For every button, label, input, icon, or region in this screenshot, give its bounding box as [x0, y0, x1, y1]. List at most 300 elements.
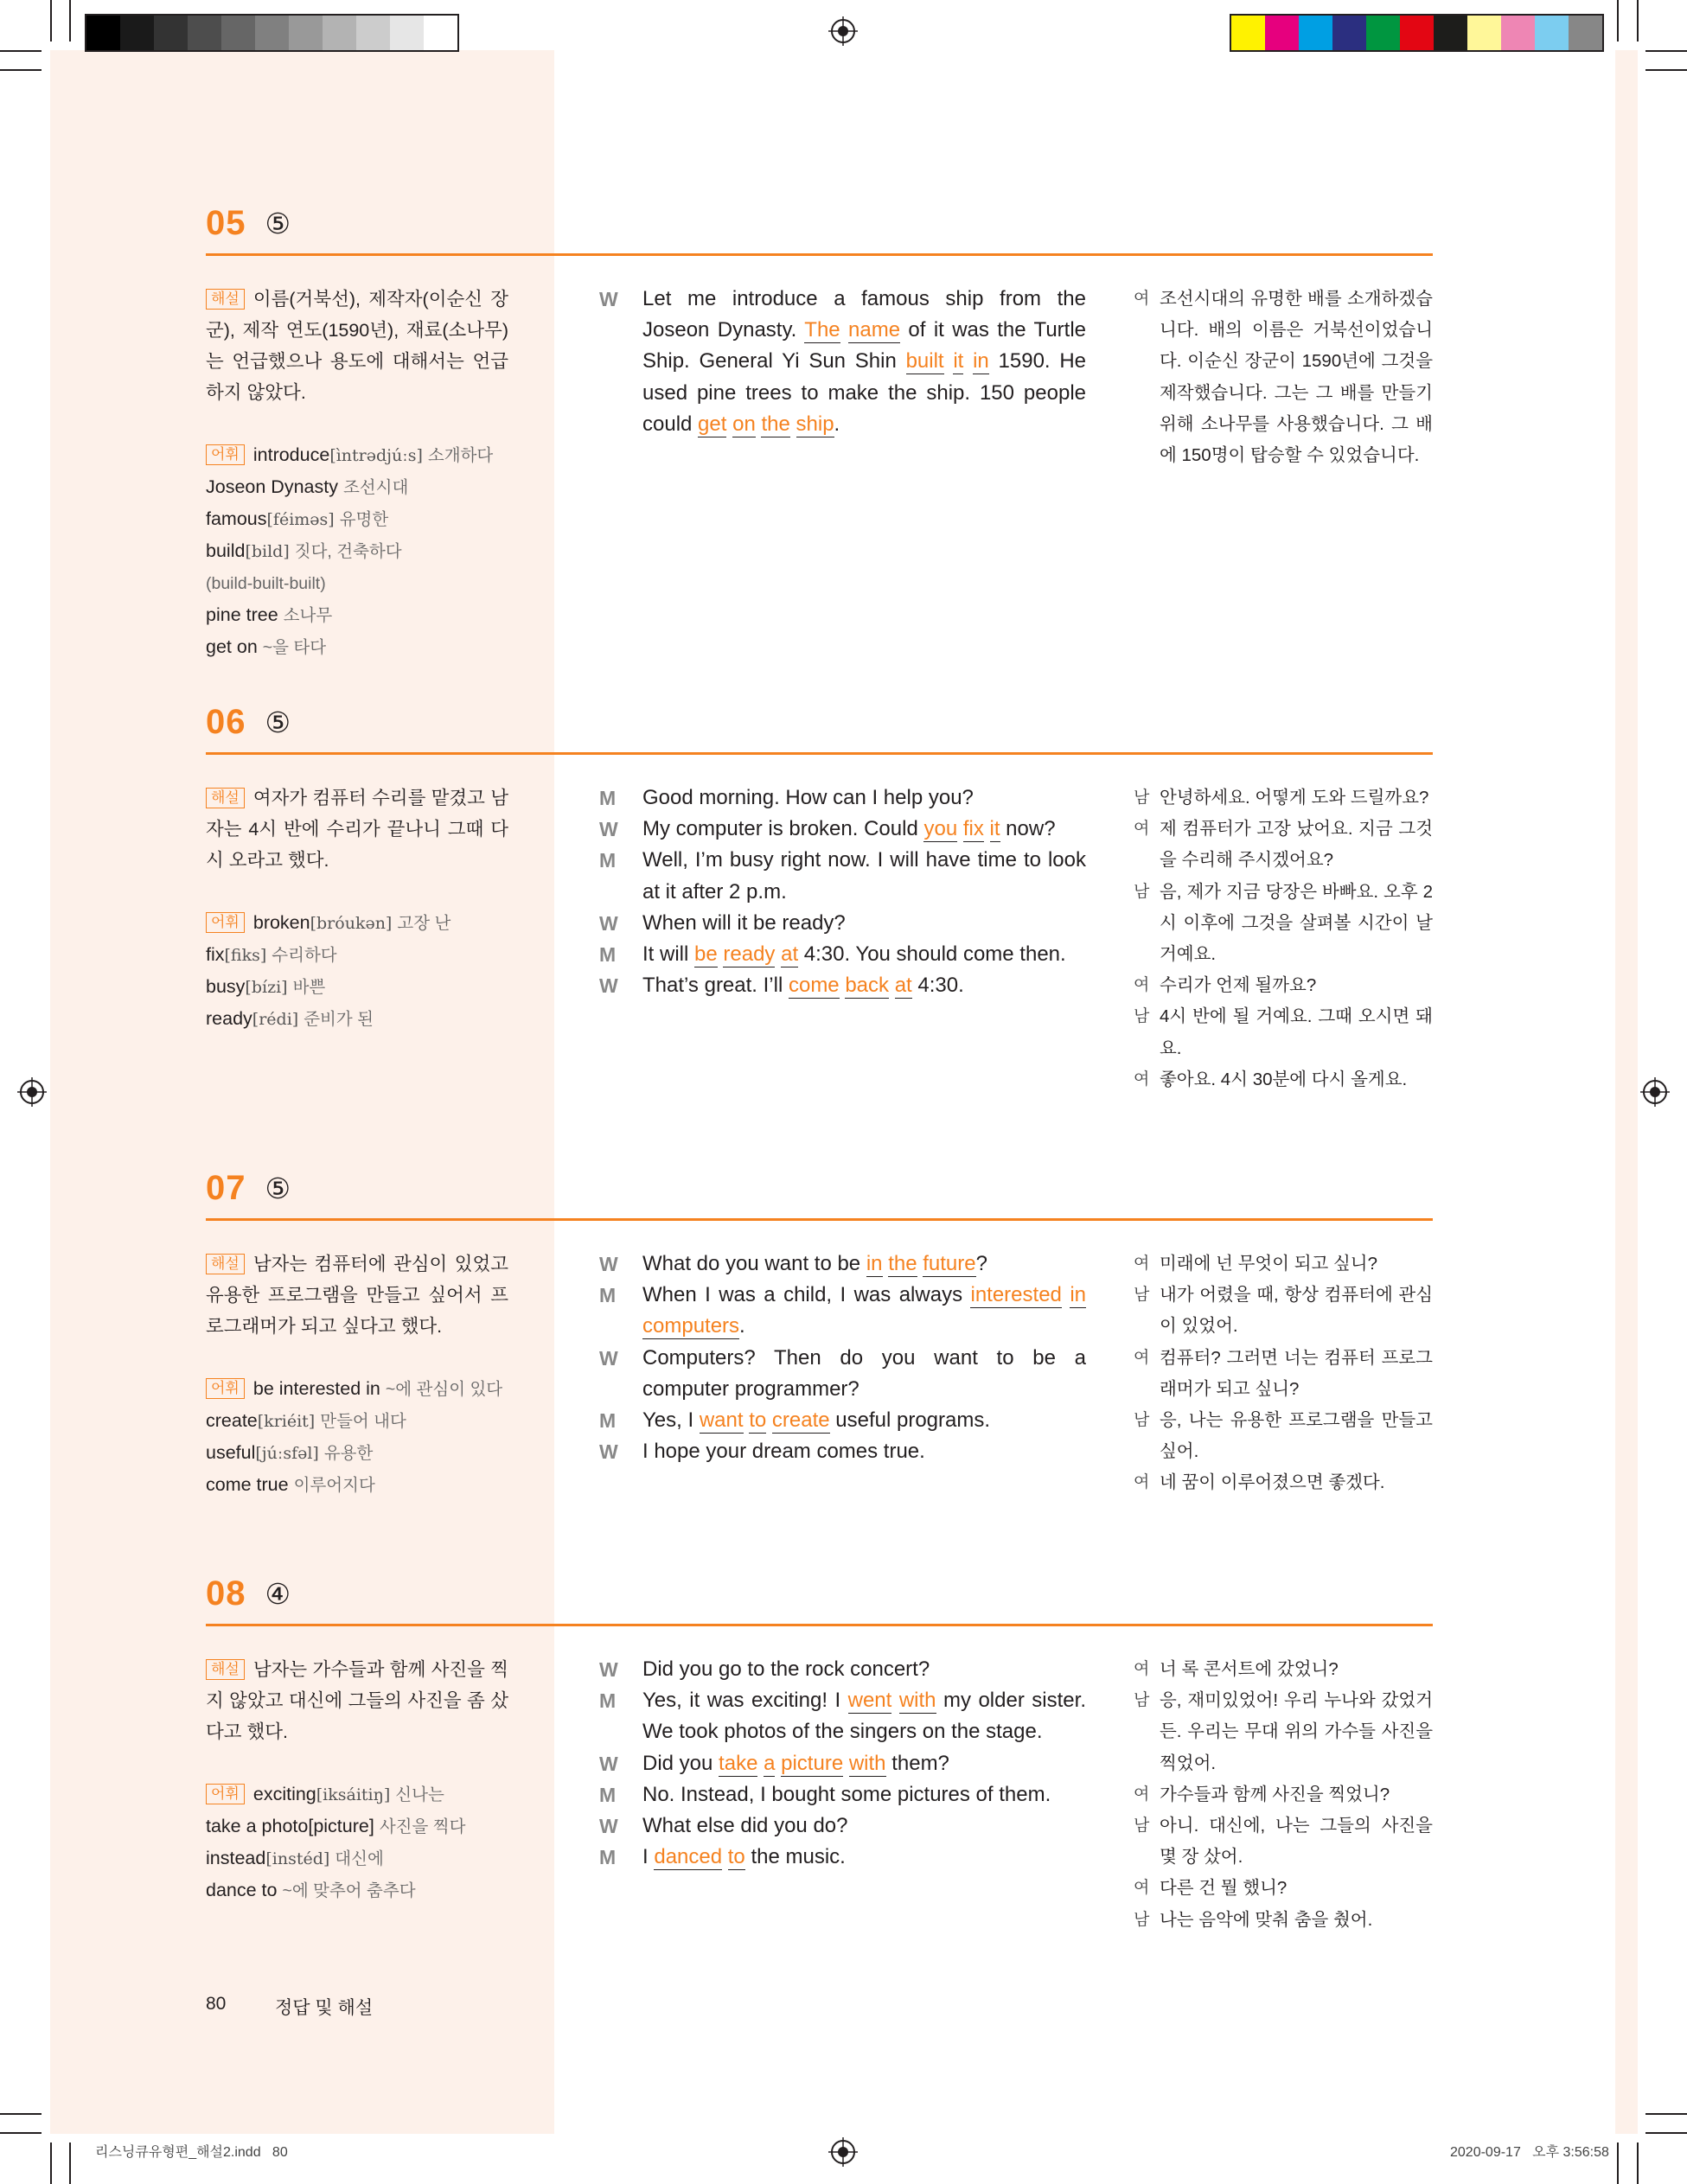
answer-blank: be: [694, 942, 718, 967]
script-text: Well, I’m busy right now. I will have time to look at it after 2 p.m.: [642, 848, 1086, 904]
crop-mark: [50, 0, 52, 42]
translation-line: [1134, 284, 1433, 471]
question-answer: ⑤: [265, 706, 291, 738]
translation-speaker: 남: [1134, 1817, 1150, 1836]
vocab-meaning: 조선시대: [342, 478, 409, 497]
color-swatch: [154, 16, 188, 50]
script-text: [790, 412, 796, 436]
vocab-meaning: ~에 관심이 있다: [385, 1380, 503, 1399]
script-text: Yes, it was exciting! I: [642, 1689, 848, 1713]
answer-blank: want: [699, 1408, 744, 1433]
script-line: [599, 1654, 1086, 1685]
vocab-meaning: 소개하다: [427, 446, 494, 465]
translation-line: [1134, 1001, 1433, 1063]
translation-text: 아니. 대신에, 나는 그들의 사진을 몇 장 샀어.: [1160, 1816, 1433, 1868]
answer-blank: the: [888, 1252, 917, 1275]
vocab-word: famous: [206, 508, 267, 529]
vocab-pronunciation: [féiməs]: [266, 510, 335, 529]
answer-blank: name: [848, 318, 901, 342]
explanation-badge: 해설: [206, 289, 245, 310]
dialogue-script: [599, 1248, 1086, 1467]
registration-mark-icon: [17, 1077, 47, 1107]
vocab-meaning: ~을 타다: [262, 638, 327, 657]
script-text: .: [739, 1314, 745, 1338]
slug-file-name: 리스닝큐유형편_해설2.indd 80: [95, 2145, 288, 2160]
right-edge-strip: [1615, 50, 1638, 2134]
color-swatch: [1569, 16, 1602, 50]
vocab-badge: 어휘: [206, 444, 245, 465]
script-line: [599, 782, 1086, 814]
crop-mark: [0, 69, 42, 71]
question-number: 07: [206, 1169, 246, 1207]
script-text: the music.: [744, 1845, 846, 1869]
explanation: [206, 1654, 508, 1747]
answer-blank: built: [905, 349, 944, 374]
vocab-word: get on: [206, 636, 258, 657]
vocab-word: be interested in: [252, 1378, 380, 1399]
script-line: [599, 1436, 1086, 1467]
color-swatch: [188, 16, 221, 50]
script-text: now?: [1000, 817, 1056, 841]
script-line: [599, 284, 1086, 440]
color-swatch: [1231, 16, 1265, 50]
vocab-pronunciation: [júːsfəl]: [255, 1444, 319, 1463]
translation-text: 응, 나는 유용한 프로그램을 만들고 싶어.: [1160, 1410, 1433, 1462]
script-text: I hope your dream comes true.: [642, 1440, 925, 1464]
script-line: [599, 1779, 1086, 1810]
answer-blank: ship: [796, 412, 834, 436]
vocab-word: fix: [206, 944, 225, 965]
vocab-word: introduce: [252, 444, 330, 465]
crop-mark: [50, 2142, 52, 2184]
vocab-item: [206, 471, 508, 503]
vocab-item: [206, 567, 508, 599]
speaker-label: W: [599, 1752, 618, 1775]
section-divider: [206, 1218, 1433, 1221]
color-swatch: [1265, 16, 1299, 50]
explanation-badge: 해설: [206, 1254, 245, 1274]
translation-text: 4시 반에 될 거예요. 그때 오시면 돼요.: [1160, 1006, 1433, 1058]
translation-line: [1134, 1467, 1433, 1498]
vocab-pronunciation: [fiks]: [224, 946, 267, 965]
question-number: 05: [206, 204, 246, 242]
color-swatch: [1366, 16, 1400, 50]
translation-speaker: 여: [1134, 1473, 1150, 1492]
speaker-label: M: [599, 849, 617, 872]
answer-blank: to: [727, 1845, 745, 1869]
vocab-badge: 어휘: [206, 1784, 245, 1804]
translation-text: 네 꿈이 이루어졌으면 좋겠다.: [1160, 1472, 1385, 1493]
answer-blank: fix: [962, 817, 984, 841]
script-line: [599, 939, 1086, 970]
vocab-item: [206, 1874, 508, 1906]
explanation-text: 남자는 가수들과 함께 사진을 찍지 않았고 대신에 그들의 사진을 좀 샀다고 했다.: [206, 1659, 508, 1742]
vocab-word: instead: [206, 1848, 266, 1868]
vocab-meaning: 짓다, 건축하다: [294, 542, 402, 561]
script-text: When I was a child, I was always: [642, 1283, 971, 1307]
vocab-item: [206, 1437, 508, 1469]
script-text: [889, 974, 895, 997]
answer-blank: The: [804, 318, 840, 342]
script-line: [599, 908, 1086, 939]
color-swatch: [1400, 16, 1434, 50]
translation-speaker: 남: [1134, 789, 1150, 807]
translation-text: 미래에 넌 무엇이 되고 싶니?: [1160, 1254, 1378, 1274]
translation-line: [1134, 1405, 1433, 1467]
translation-text: 수리가 언제 될까요?: [1160, 975, 1317, 996]
translation-speaker: 남: [1134, 882, 1150, 901]
speaker-label: W: [599, 1815, 618, 1838]
translation-text: 내가 어렸을 때, 항상 컴퓨터에 관심이 있었어.: [1160, 1285, 1433, 1337]
dialogue-script: [599, 782, 1086, 1001]
question-number: 06: [206, 703, 246, 741]
vocab-meaning: 유용한: [323, 1444, 374, 1463]
script-line: [599, 1842, 1086, 1873]
color-swatch: [86, 16, 120, 50]
answer-blank: it: [989, 817, 1000, 841]
vocab-meaning: 대신에: [335, 1849, 384, 1868]
vocab-meaning: 소나무: [283, 606, 333, 625]
vocab-item: [206, 439, 508, 471]
translation-column: [1134, 782, 1433, 1095]
script-text: Yes, I: [642, 1408, 700, 1433]
vocab-meaning: ~에 맞추어 춤추다: [282, 1881, 416, 1900]
script-line: [599, 970, 1086, 1001]
speaker-label: M: [599, 1284, 617, 1307]
translation-line: [1134, 814, 1433, 876]
vocab-word: take a photo[picture]: [206, 1816, 374, 1836]
vocab-word: pine tree: [206, 604, 278, 625]
script-line: [599, 1248, 1086, 1280]
translation-speaker: 남: [1134, 1411, 1150, 1430]
vocab-meaning: (build-built-built): [206, 574, 326, 593]
color-swatch: [255, 16, 289, 50]
answer-blank: get: [698, 412, 727, 436]
explanation-badge: 해설: [206, 1659, 245, 1680]
vocab-word: busy: [206, 976, 246, 997]
explanation-text: 여자가 컴퓨터 수리를 맡겼고 남자는 4시 반에 수리가 끝나니 그때 다시 오라고 했다.: [206, 788, 508, 871]
translation-column: [1134, 1654, 1433, 1936]
script-text: [766, 1408, 772, 1432]
translation-speaker: 여: [1134, 1255, 1150, 1273]
speaker-label: M: [599, 787, 617, 809]
vocab-word: Joseon Dynasty: [206, 476, 338, 497]
explanation-column: [206, 1248, 508, 1501]
script-text: of it was the Turtle Ship. General Yi Sun Shin: [642, 318, 1086, 374]
question-header: [206, 703, 291, 742]
vocab-pronunciation: [instéd]: [265, 1849, 330, 1868]
script-text: 1590. He used pine trees to make the ship. 150 people could: [642, 349, 1087, 436]
answer-blank: with: [848, 1751, 886, 1775]
vocab-item: [206, 971, 508, 1003]
script-text: them?: [885, 1751, 949, 1775]
translation-speaker: 여: [1134, 1785, 1150, 1804]
crop-mark: [1645, 2113, 1687, 2115]
translation-text: 나는 음악에 맞춰 춤을 췄어.: [1160, 1909, 1373, 1930]
answer-blank: create: [771, 1408, 830, 1433]
answer-blank: ready: [723, 942, 776, 967]
translation-text: 컴퓨터? 그러면 너는 컴퓨터 프로그래머가 되고 싶니?: [1160, 1347, 1433, 1399]
crop-mark: [0, 2132, 42, 2134]
dialogue-script: [599, 284, 1086, 440]
translation-line: [1134, 1064, 1433, 1095]
speaker-label: W: [599, 1253, 618, 1275]
answer-blank: to: [749, 1408, 767, 1433]
color-swatch: [1467, 16, 1501, 50]
registration-mark-icon: [828, 2137, 858, 2167]
translation-text: 조선시대의 유명한 배를 소개하겠습니다. 배의 이름은 거북선이었습니다. 이순신 장군이 1590년에 그것을 제작했습니다. 그는 그 배를 만들기 위해 소나무를 사용했습니다. 그 배에 150명이 탑승할 수 있었습니다.: [1160, 289, 1433, 466]
answer-blank: on: [732, 412, 756, 436]
vocab-item: [206, 1373, 508, 1405]
script-text: [984, 817, 990, 840]
vocabulary-list: [206, 1778, 508, 1906]
color-swatch: [1535, 16, 1569, 50]
translation-speaker: 여: [1134, 290, 1150, 308]
vocab-pronunciation: [bild]: [245, 542, 290, 561]
vocab-item: [206, 1810, 508, 1842]
speaker-label: W: [599, 1440, 618, 1464]
vocab-item: [206, 1842, 508, 1874]
vocab-item: [206, 939, 508, 971]
script-text: [840, 318, 848, 342]
explanation: [206, 782, 508, 876]
answer-blank: went: [847, 1689, 892, 1713]
vocabulary-list: [206, 907, 508, 1035]
translation-text: 너 록 콘서트에 갔었니?: [1160, 1659, 1339, 1679]
grayscale-color-bar: [85, 14, 459, 52]
vocab-word: broken: [252, 912, 310, 933]
vocab-item: [206, 1003, 508, 1035]
vocab-item: [206, 599, 508, 631]
crop-mark: [1617, 2142, 1619, 2184]
translation-text: 음, 제가 지금 당장은 바빠요. 오후 2시 이후에 그것을 살펴볼 시간이 날 거예요.: [1160, 881, 1433, 965]
translation-speaker: 여: [1134, 1879, 1150, 1898]
translation-text: 응, 재미있었어! 우리 누나와 갔었거든. 우리는 무대 위의 가수들 사진을 찍었어.: [1160, 1690, 1433, 1773]
explanation-column: [206, 782, 508, 1035]
vocab-pronunciation: [ìntrədjúːs]: [329, 446, 423, 465]
color-swatch: [424, 16, 457, 50]
speaker-label: W: [599, 974, 618, 998]
translation-speaker: 여: [1134, 820, 1150, 839]
crop-mark: [1617, 0, 1619, 42]
vocab-word: useful: [206, 1442, 256, 1463]
translation-line: [1134, 1779, 1433, 1810]
section-divider: [206, 253, 1433, 256]
color-swatch: [221, 16, 255, 50]
answer-blank: take: [719, 1751, 758, 1775]
vocab-word: come true: [206, 1474, 289, 1495]
translation-line: [1134, 1248, 1433, 1280]
page-number: 80: [206, 1994, 227, 2014]
script-line: [599, 1405, 1086, 1436]
color-swatch: [1299, 16, 1332, 50]
translation-column: [1134, 284, 1433, 471]
explanation: [206, 1248, 508, 1342]
translation-line: [1134, 970, 1433, 1001]
color-swatch: [289, 16, 323, 50]
answer-blank: danced: [654, 1845, 723, 1869]
vocab-pronunciation: [iksáitiŋ]: [316, 1785, 391, 1804]
script-text: my older sister. We took photos of the singers on the stage.: [642, 1689, 1086, 1744]
script-text: 4:30. You should come then.: [798, 942, 1066, 967]
script-text: Computers? Then do you want to be a computer programmer?: [642, 1345, 1086, 1401]
dialogue-script: [599, 1654, 1086, 1873]
answer-blank: a: [764, 1751, 776, 1775]
crop-mark: [1645, 69, 1687, 71]
crop-mark: [0, 50, 42, 52]
script-text: useful programs.: [829, 1408, 991, 1433]
script-text: Good morning. How can I help you?: [642, 786, 974, 809]
script-text: What else did you do?: [642, 1814, 848, 1838]
vocab-badge: 어휘: [206, 912, 245, 933]
speaker-label: W: [599, 1658, 618, 1681]
translation-speaker: 여: [1134, 1070, 1150, 1089]
color-swatch: [1434, 16, 1467, 50]
translation-line: [1134, 1280, 1433, 1342]
vocab-item: [206, 631, 508, 663]
translation-line: [1134, 1654, 1433, 1685]
script-text: What do you want to be: [642, 1252, 866, 1275]
speaker-label: M: [599, 1846, 617, 1869]
script-text: Did you: [642, 1751, 719, 1775]
crop-mark: [69, 0, 71, 42]
script-text: My computer is broken. Could: [642, 817, 924, 841]
translation-speaker: 남: [1134, 1691, 1150, 1710]
explanation: [206, 284, 508, 408]
speaker-label: M: [599, 1689, 617, 1713]
translation-speaker: 남: [1134, 1910, 1150, 1929]
translation-line: [1134, 782, 1433, 814]
script-line: [599, 1810, 1086, 1842]
question-answer: ⑤: [265, 1172, 291, 1204]
speaker-label: W: [599, 288, 618, 310]
process-color-bar: [1230, 14, 1604, 52]
translation-text: 좋아요. 4시 30분에 다시 올게요.: [1160, 1069, 1408, 1089]
script-text: [843, 1752, 849, 1775]
script-text: Did you go to the rock concert?: [642, 1657, 930, 1681]
translation-column: [1134, 1248, 1433, 1499]
script-line: [599, 1748, 1086, 1779]
script-text: ?: [975, 1252, 987, 1275]
vocab-word: ready: [206, 1008, 252, 1029]
speaker-label: M: [599, 1409, 617, 1433]
speaker-label: W: [599, 911, 618, 935]
color-swatch: [1332, 16, 1366, 50]
answer-blank: future: [923, 1252, 976, 1275]
vocab-meaning: 신나는: [395, 1785, 444, 1804]
translation-line: [1134, 1685, 1433, 1779]
script-text: [963, 349, 973, 373]
script-text: That’s great. I’ll: [642, 974, 789, 998]
script-text: [944, 349, 954, 373]
answer-blank: come: [788, 974, 840, 998]
registration-mark-icon: [828, 16, 858, 46]
script-text: It will: [642, 942, 694, 967]
translation-text: 다른 건 뭘 했니?: [1160, 1878, 1288, 1899]
vocab-meaning: 수리하다: [272, 946, 337, 965]
crop-mark: [1637, 0, 1639, 42]
translation-line: [1134, 1873, 1433, 1904]
script-text: No. Instead, I bought some pictures of them.: [642, 1782, 1051, 1806]
vocab-meaning: 준비가 된: [304, 1010, 374, 1029]
vocabulary-list: [206, 439, 508, 663]
color-swatch: [356, 16, 390, 50]
translation-text: 안녕하세요. 어떻게 도와 드릴까요?: [1160, 788, 1429, 808]
script-text: Let me introduce a famous ship from the Joseon Dynasty.: [642, 287, 1086, 342]
question-answer: ⑤: [265, 208, 291, 239]
crop-mark: [1637, 2142, 1639, 2184]
vocab-meaning: 사진을 찍다: [379, 1817, 466, 1836]
crop-mark: [0, 2113, 42, 2115]
explanation-badge: 해설: [206, 788, 245, 808]
color-swatch: [323, 16, 356, 50]
vocab-pronunciation: [bízi]: [245, 978, 288, 997]
crop-mark: [69, 2142, 71, 2184]
vocab-meaning: 이루어지다: [293, 1476, 375, 1495]
vocab-pronunciation: [kriéit]: [257, 1412, 316, 1431]
question-header: [206, 204, 291, 243]
explanation-text: 남자는 컴퓨터에 관심이 있었고 유용한 프로그램을 만들고 싶어서 프로그래머가 되고 싶다고 했다.: [206, 1254, 508, 1337]
script-text: [1062, 1283, 1070, 1306]
color-swatch: [390, 16, 424, 50]
color-swatch: [120, 16, 154, 50]
answer-blank: the: [761, 412, 790, 436]
translation-speaker: 남: [1134, 1007, 1150, 1026]
vocab-pronunciation: [rédi]: [252, 1010, 299, 1029]
answer-blank: back: [845, 974, 890, 998]
registration-mark-icon: [1640, 1077, 1670, 1107]
vocab-item: [206, 907, 508, 939]
answer-blank: with: [898, 1689, 936, 1713]
translation-text: 가수들과 함께 사진을 찍었니?: [1160, 1784, 1390, 1804]
question-number: 08: [206, 1574, 246, 1612]
answer-blank: interested: [970, 1283, 1062, 1307]
answer-blank: computers: [642, 1314, 740, 1338]
vocabulary-list: [206, 1373, 508, 1501]
script-line: [599, 814, 1086, 845]
vocab-word: create: [206, 1410, 258, 1431]
vocab-word: exciting: [252, 1784, 316, 1804]
question-answer: ④: [265, 1578, 291, 1610]
script-line: [599, 1343, 1086, 1405]
vocab-item: [206, 1405, 508, 1437]
script-line: [599, 1685, 1086, 1747]
vocab-meaning: 유명한: [339, 510, 389, 529]
answer-blank: you: [923, 817, 958, 841]
script-line: [599, 1280, 1086, 1342]
answer-blank: at: [781, 942, 799, 967]
translation-line: [1134, 1905, 1433, 1936]
script-text: 4:30.: [911, 974, 964, 998]
crop-mark: [1645, 2132, 1687, 2134]
translation-line: [1134, 1343, 1433, 1405]
vocab-item: [206, 503, 508, 535]
script-text: When will it be ready?: [642, 910, 846, 935]
vocab-meaning: 고장 난: [397, 914, 451, 933]
color-swatch: [1501, 16, 1535, 50]
translation-speaker: 남: [1134, 1286, 1150, 1305]
speaker-label: M: [599, 1783, 617, 1806]
section-divider: [206, 752, 1433, 755]
vocab-badge: 어휘: [206, 1378, 245, 1399]
speaker-label: W: [599, 1346, 618, 1370]
vocab-item: [206, 535, 508, 567]
explanation-column: [206, 284, 508, 663]
section-divider: [206, 1624, 1433, 1626]
translation-text: 제 컴퓨터가 고장 났어요. 지금 그것을 수리해 주시겠어요?: [1160, 819, 1433, 871]
translation-speaker: 여: [1134, 976, 1150, 995]
vocab-meaning: 만들어 내다: [320, 1412, 406, 1431]
